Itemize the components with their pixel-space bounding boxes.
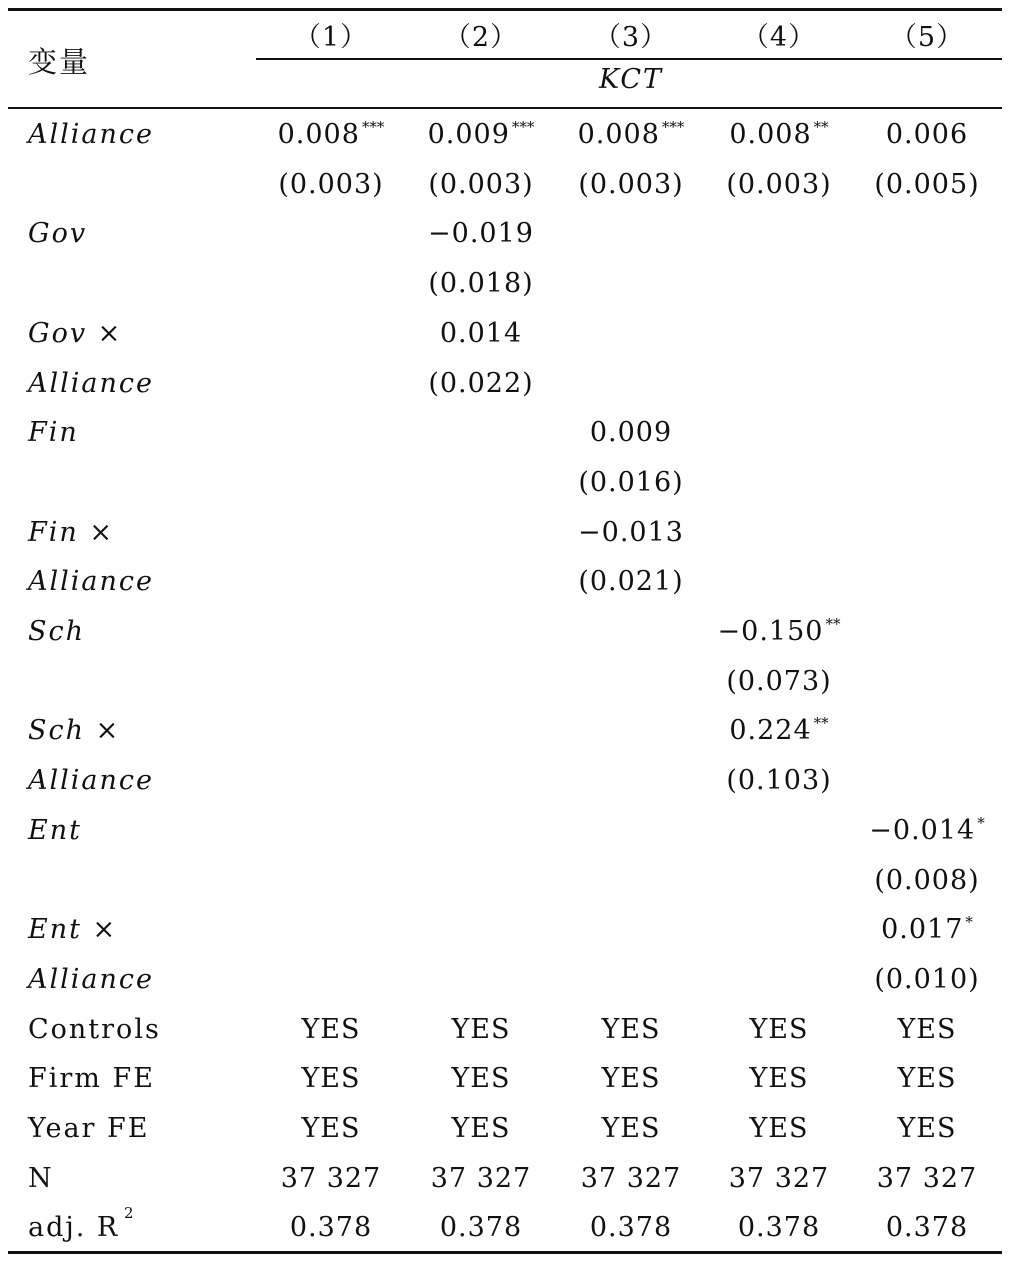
table-cell (406, 1113, 556, 1144)
table-cell (556, 417, 706, 448)
cell-value: −0.150 (717, 616, 824, 647)
significance-stars: ** (813, 118, 829, 136)
cell-value: 0.378 (289, 1212, 373, 1244)
row-label: Ent × (28, 914, 118, 946)
cell-value: (0.008) (874, 864, 980, 896)
table-row (0, 457, 1016, 507)
table-cell (406, 1163, 556, 1194)
table-cell (704, 1113, 854, 1144)
table-cell (852, 1063, 1002, 1094)
cell-value: 37 327 (280, 1162, 382, 1194)
table-row (0, 407, 1016, 457)
table-cell (556, 1163, 706, 1194)
table-cell (556, 517, 706, 548)
row-label: Firm FE (28, 1063, 155, 1095)
table-cell (406, 368, 556, 399)
table-row (0, 358, 1016, 408)
cell-value: YES (301, 1013, 361, 1045)
row-label: Alliance (28, 765, 154, 797)
row-label: Alliance (28, 119, 154, 150)
cell-value: 0.378 (439, 1212, 523, 1244)
row-label: Gov × (28, 317, 123, 349)
cell-value: YES (601, 1113, 661, 1144)
table-row (0, 656, 1016, 706)
cell-value: 0.014 (439, 317, 523, 349)
table-top-rule (8, 8, 1002, 11)
column-header-5: （5） (889, 22, 965, 53)
row-label: Alliance (28, 963, 154, 995)
table-cell (406, 1212, 556, 1243)
cell-value: YES (601, 1063, 661, 1095)
cell-value: (0.005) (874, 168, 980, 200)
cell-value: YES (301, 1113, 361, 1144)
table-cell (406, 318, 556, 349)
significance-stars: *** (661, 118, 685, 136)
cell-value: −0.014 (869, 814, 976, 846)
table-row (0, 556, 1016, 606)
table-cell (556, 467, 706, 498)
table-row (0, 755, 1016, 805)
cell-value: −0.013 (578, 516, 684, 548)
table-cell (556, 566, 706, 597)
column-header-4: （4） (741, 22, 817, 53)
table-cell (256, 1063, 406, 1094)
table-row (0, 705, 1016, 755)
row-label: Controls (28, 1013, 161, 1045)
cell-value: (0.021) (578, 566, 684, 598)
table-cell (556, 169, 706, 200)
cell-value: 0.009 (589, 417, 673, 449)
table-cell (852, 1113, 1002, 1144)
table-cell (406, 169, 556, 200)
cell-value: YES (301, 1063, 361, 1095)
cell-value: (0.022) (428, 367, 534, 399)
table-row (0, 1153, 1016, 1203)
variable-header: 变量 (28, 45, 91, 79)
table-bottom-rule (8, 1251, 1002, 1254)
table-cell (256, 1212, 406, 1243)
table-cell (406, 1063, 556, 1094)
cell-value: YES (451, 1013, 511, 1045)
cell-value: YES (749, 1063, 809, 1095)
cell-value: 0.008 (577, 119, 660, 150)
cell-value: 0.008 (729, 119, 812, 150)
table-cell (256, 1113, 406, 1144)
cell-value: (0.103) (726, 765, 832, 797)
cell-value: −0.019 (428, 218, 534, 250)
dependent-variable-header: KCT (598, 64, 664, 95)
table-cell (256, 1163, 406, 1194)
cell-value: (0.003) (278, 168, 384, 200)
row-label: Gov (28, 218, 88, 250)
table-cell (704, 169, 854, 200)
table-cell (556, 1113, 706, 1144)
significance-stars: ** (813, 714, 829, 733)
cell-value: 0.017 (881, 914, 964, 946)
cell-value: 0.378 (885, 1212, 969, 1244)
cell-value: 37 327 (430, 1162, 532, 1194)
table-cell (256, 119, 406, 150)
cell-value: (0.010) (874, 963, 980, 995)
table-row (0, 606, 1016, 656)
table-row (0, 208, 1016, 258)
table-row (0, 1103, 1016, 1153)
table-row (0, 308, 1016, 358)
row-label: Fin (28, 417, 79, 449)
table-cell (556, 1212, 706, 1243)
row-label: Sch (28, 616, 86, 647)
table-cell (852, 1014, 1002, 1045)
significance-stars: * (965, 913, 973, 932)
cell-value: YES (451, 1113, 511, 1144)
table-row (0, 1202, 1016, 1252)
cell-value: (0.003) (726, 168, 832, 200)
cell-value: 37 327 (580, 1162, 682, 1194)
table-row (0, 258, 1016, 308)
row-label: Ent (28, 814, 82, 846)
table-row (0, 507, 1016, 557)
cell-value: 37 327 (876, 1162, 978, 1194)
table-row (0, 904, 1016, 954)
cell-value: YES (749, 1013, 809, 1045)
table-row (0, 1053, 1016, 1103)
table-cell (704, 1212, 854, 1243)
table-cell (256, 169, 406, 200)
significance-stars: *** (511, 118, 535, 136)
table-cell (704, 666, 854, 697)
table-cell (556, 1014, 706, 1045)
cell-value: 0.009 (427, 119, 510, 150)
table-cell (406, 119, 556, 150)
row-label: Alliance (28, 367, 154, 399)
table-cell (406, 268, 556, 299)
table-cell (556, 1063, 706, 1094)
table-cell (704, 1163, 854, 1194)
table-cell (704, 616, 854, 647)
table-cell (852, 964, 1002, 995)
row-label: adj. R (28, 1212, 120, 1244)
table-cell (852, 119, 1002, 150)
table-cell (704, 1014, 854, 1045)
table-row (0, 954, 1016, 1004)
column-header-3: （3） (593, 22, 669, 53)
cell-value: YES (601, 1013, 661, 1045)
column-header-2: （2） (443, 22, 519, 53)
table-cell (852, 1163, 1002, 1194)
significance-stars: * (977, 813, 985, 832)
cell-value: 0.378 (737, 1212, 821, 1244)
table-cell (852, 815, 1002, 846)
cell-value: (0.003) (578, 168, 684, 200)
table-cell (704, 765, 854, 796)
cell-value: 0.224 (729, 715, 812, 747)
table-row (0, 109, 1016, 159)
cell-value: YES (897, 1063, 957, 1095)
table-row (0, 159, 1016, 209)
cell-value: (0.073) (726, 665, 832, 697)
significance-stars: ** (825, 615, 841, 633)
cell-value: YES (749, 1113, 809, 1144)
cell-value: 0.378 (589, 1212, 673, 1244)
table-cell (852, 914, 1002, 945)
cell-value: (0.018) (428, 268, 534, 300)
row-label: Year FE (28, 1113, 150, 1144)
table-cell (406, 1014, 556, 1045)
r-squared-superscript: 2 (124, 1204, 134, 1223)
cell-value: 0.006 (885, 119, 969, 150)
column-header-1: （1） (293, 22, 369, 53)
cell-value: 37 327 (728, 1162, 830, 1194)
row-label: N (28, 1162, 54, 1194)
table-cell (852, 865, 1002, 896)
cell-value: (0.016) (578, 466, 684, 498)
table-row (0, 1004, 1016, 1054)
table-cell (704, 715, 854, 746)
cell-value: YES (897, 1013, 957, 1045)
header-subrule (256, 58, 1002, 60)
row-label: Sch × (28, 715, 121, 747)
row-label: Fin × (28, 516, 114, 548)
table-cell (704, 119, 854, 150)
table-row (0, 805, 1016, 855)
table-cell (852, 169, 1002, 200)
table-row (0, 855, 1016, 905)
significance-stars: *** (361, 118, 385, 136)
cell-value: 0.008 (277, 119, 360, 150)
cell-value: (0.003) (428, 168, 534, 200)
table-cell (704, 1063, 854, 1094)
row-label: Alliance (28, 566, 154, 598)
table-cell (406, 218, 556, 249)
table-cell (556, 119, 706, 150)
cell-value: YES (451, 1063, 511, 1095)
table-cell (852, 1212, 1002, 1243)
table-cell (256, 1014, 406, 1045)
cell-value: YES (897, 1113, 957, 1144)
